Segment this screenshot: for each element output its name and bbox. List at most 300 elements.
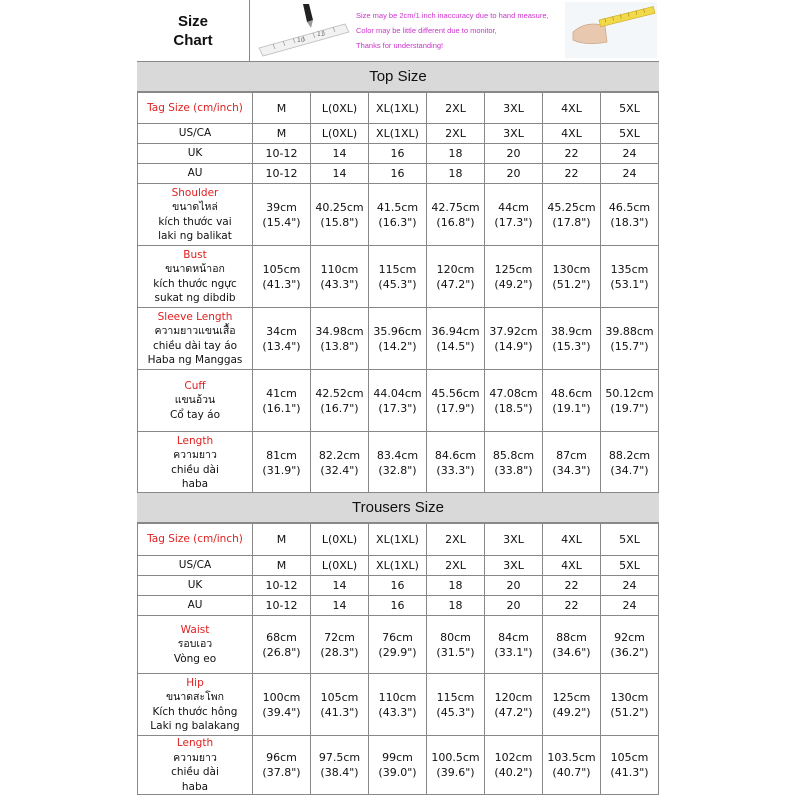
measurement-inch: (34.6") xyxy=(552,645,591,659)
measurement-inch: (32.4") xyxy=(320,463,359,477)
measurement-cell xyxy=(543,308,601,370)
measurement-row xyxy=(138,616,659,674)
measurement-cell xyxy=(543,184,601,246)
measurement-inch: (43.3") xyxy=(378,705,417,719)
top-size-table xyxy=(137,92,659,494)
measurement-cm: 125cm xyxy=(552,690,591,704)
measurement-cm: 42.52cm xyxy=(315,386,364,400)
measurement-name: Shoulder xyxy=(171,186,219,199)
trousers-size-table xyxy=(137,523,659,795)
measurement-inch: (34.7") xyxy=(610,463,649,477)
measurement-cell xyxy=(543,736,601,795)
size-header-cell: 2XL xyxy=(427,93,485,124)
top-size-heading: Top Size xyxy=(137,61,659,92)
size-value-cell: M xyxy=(253,556,311,576)
measurement-inch: (19.7") xyxy=(610,401,649,415)
measurement-name: Cuff xyxy=(184,379,206,392)
measurement-notes xyxy=(356,8,566,53)
measurement-inch: (31.5") xyxy=(436,645,475,659)
measurement-name: Bust xyxy=(183,248,207,261)
size-value-cell: 4XL xyxy=(543,556,601,576)
measurement-cm: 103.5cm xyxy=(547,751,596,764)
measurement-inch: (13.4") xyxy=(262,339,301,353)
measurement-cm: 82.2cm xyxy=(318,448,361,462)
measurement-cell xyxy=(601,308,659,370)
measurement-cell xyxy=(601,246,659,308)
measurement-cell xyxy=(485,432,543,494)
size-header-cell: L(0XL) xyxy=(311,524,369,556)
measurement-cm: 42.75cm xyxy=(431,200,480,214)
size-value-cell: XL(1XL) xyxy=(369,556,427,576)
measurement-translation: laki ng balikat xyxy=(158,230,232,242)
size-value-cell: 16 xyxy=(369,596,427,616)
size-system-row xyxy=(138,164,659,184)
measurement-cell xyxy=(485,616,543,674)
measurement-cell xyxy=(253,616,311,674)
measurement-cm: 88cm xyxy=(556,630,587,644)
measurement-translation: haba xyxy=(181,780,209,793)
size-value-cell: 10-12 xyxy=(253,144,311,164)
measurement-cm: 34cm xyxy=(266,324,297,338)
size-value-cell: M xyxy=(253,124,311,144)
measurement-inch: (40.2") xyxy=(494,766,533,779)
measurement-translation: chiều dài xyxy=(171,766,219,778)
measurement-cm: 84cm xyxy=(498,630,529,644)
measurement-cm: 130cm xyxy=(610,690,649,704)
size-value-cell: 16 xyxy=(369,144,427,164)
measurement-cm: 44.04cm xyxy=(373,386,422,400)
measurement-inch: (18.5") xyxy=(494,401,533,415)
measurement-inch: (53.1") xyxy=(610,277,649,291)
size-value-cell: 14 xyxy=(311,596,369,616)
size-value-cell: L(0XL) xyxy=(311,124,369,144)
measurement-cm: 85.8cm xyxy=(492,448,535,462)
measurement-cell xyxy=(427,184,485,246)
measurement-inch: (49.2") xyxy=(552,705,591,719)
size-value-cell: 14 xyxy=(311,164,369,184)
measurement-label xyxy=(138,736,253,795)
size-value-cell: L(0XL) xyxy=(311,556,369,576)
size-value-cell: 10-12 xyxy=(253,596,311,616)
measurement-row xyxy=(138,432,659,494)
size-header-cell: 2XL xyxy=(427,524,485,556)
measurement-inch: (17.8") xyxy=(552,215,591,229)
measurement-inch: (28.3") xyxy=(320,645,359,659)
note-line-1: Size may be 2cm/1 inch inaccuracy due to hand measure, xyxy=(356,11,549,20)
size-header-cell: 5XL xyxy=(601,524,659,556)
measurement-cm: 35.96cm xyxy=(373,324,422,338)
trousers-size-section xyxy=(137,492,659,795)
note-line-3: Thanks for understanding! xyxy=(356,41,444,50)
measurement-inch: (16.7") xyxy=(320,401,359,415)
size-system-row xyxy=(138,144,659,164)
size-header-cell: 3XL xyxy=(485,524,543,556)
size-value-cell: 20 xyxy=(485,576,543,596)
size-value-cell: 18 xyxy=(427,576,485,596)
size-header-cell: XL(1XL) xyxy=(369,93,427,124)
measurement-inch: (16.1") xyxy=(262,401,301,415)
measurement-cell xyxy=(601,616,659,674)
measurement-cell xyxy=(369,432,427,494)
measurement-inch: (16.3") xyxy=(378,215,417,229)
measurement-inch: (26.8") xyxy=(262,645,301,659)
size-value-cell: 22 xyxy=(543,164,601,184)
size-value-cell: 16 xyxy=(369,164,427,184)
measurement-inch: (31.9") xyxy=(262,463,301,477)
measurement-cm: 102cm xyxy=(494,751,533,764)
measurement-cm: 105cm xyxy=(610,751,649,764)
size-system-label: AU xyxy=(138,596,253,616)
size-value-cell: 18 xyxy=(427,164,485,184)
size-value-cell: 24 xyxy=(601,596,659,616)
size-value-cell: 5XL xyxy=(601,124,659,144)
trousers-size-heading: Trousers Size xyxy=(137,492,659,523)
measurement-translation: haba xyxy=(181,478,209,490)
size-chart xyxy=(137,0,659,800)
measurement-inch: (45.3") xyxy=(436,705,475,719)
measurement-cm: 45.25cm xyxy=(547,200,596,214)
measurement-inch: (33.8") xyxy=(494,463,533,477)
measurement-cm: 135cm xyxy=(610,262,649,276)
measurement-cm: 46.5cm xyxy=(608,200,651,214)
measurement-cm: 39.88cm xyxy=(605,324,654,338)
size-value-cell: 22 xyxy=(543,596,601,616)
measurement-cm: 100.5cm xyxy=(431,751,480,764)
measurement-cm: 45.56cm xyxy=(431,386,480,400)
measurement-cell xyxy=(369,184,427,246)
measurement-cell xyxy=(253,184,311,246)
size-system-row xyxy=(138,556,659,576)
measurement-name: Hip xyxy=(186,676,204,689)
measurement-cell xyxy=(543,616,601,674)
measurement-cell xyxy=(543,370,601,432)
measurement-cell xyxy=(369,308,427,370)
measurement-cell xyxy=(543,674,601,736)
chart-header xyxy=(137,0,659,62)
measurement-row xyxy=(138,736,659,795)
measurement-cell xyxy=(427,736,485,795)
size-value-cell: 20 xyxy=(485,144,543,164)
measurement-cell xyxy=(253,432,311,494)
measurement-inch: (33.1") xyxy=(494,645,533,659)
note-line-2: Color may be little different due to monitor, xyxy=(356,26,497,35)
measurement-inch: (33.3") xyxy=(436,463,475,477)
measurement-cm: 88.2cm xyxy=(608,448,651,462)
measurement-inch: (38.4") xyxy=(320,766,359,779)
measurement-cell xyxy=(253,674,311,736)
measurement-inch: (36.2") xyxy=(610,645,649,659)
measurement-cm: 105cm xyxy=(262,262,301,276)
measurement-name: Length xyxy=(176,434,214,447)
measurement-cell xyxy=(369,370,427,432)
size-value-cell: 16 xyxy=(369,576,427,596)
size-value-cell: 20 xyxy=(485,596,543,616)
measurement-cell xyxy=(253,736,311,795)
measurement-cell xyxy=(369,736,427,795)
measurement-cm: 110cm xyxy=(378,690,417,704)
measurement-inch: (34.3") xyxy=(552,463,591,477)
measurement-translation: ความยาว xyxy=(173,449,217,461)
chart-title xyxy=(137,0,250,61)
measurement-cell xyxy=(427,616,485,674)
measurement-cm: 87cm xyxy=(556,448,587,462)
measurement-cm: 83.4cm xyxy=(376,448,419,462)
measurement-cm: 48.6cm xyxy=(550,386,593,400)
measurement-cell xyxy=(369,246,427,308)
measurement-cm: 115cm xyxy=(436,690,475,704)
measurement-cm: 100cm xyxy=(262,690,301,704)
size-value-cell: XL(1XL) xyxy=(369,124,427,144)
size-value-cell: 24 xyxy=(601,164,659,184)
measurement-cm: 105cm xyxy=(320,690,359,704)
size-system-label: US/CA xyxy=(138,124,253,144)
measurement-cell xyxy=(485,370,543,432)
measurement-cm: 34.98cm xyxy=(315,324,364,338)
measurement-label xyxy=(138,616,253,674)
measurement-name: Sleeve Length xyxy=(157,310,233,323)
size-value-cell: 10-12 xyxy=(253,576,311,596)
size-header-cell: XL(1XL) xyxy=(369,524,427,556)
measurement-cell xyxy=(601,674,659,736)
measurement-cell xyxy=(311,432,369,494)
measurement-cm: 36.94cm xyxy=(431,324,480,338)
measurement-translation: sukat ng dibdib xyxy=(154,292,236,304)
tag-size-label: Tag Size (cm/inch) xyxy=(138,93,253,124)
measurement-inch: (16.8") xyxy=(436,215,475,229)
size-system-label: UK xyxy=(138,144,253,164)
measurement-cell xyxy=(253,308,311,370)
measurement-translation: Cổ tay áo xyxy=(169,408,221,421)
measurement-translation: ขนาดหน้าอก xyxy=(165,263,225,275)
size-system-row xyxy=(138,124,659,144)
measurement-translation: รอบเอว xyxy=(177,638,213,651)
measurement-cell xyxy=(311,184,369,246)
measurement-label xyxy=(138,184,253,246)
measurement-cm: 41cm xyxy=(266,386,297,400)
title-line-2: Chart xyxy=(173,31,213,49)
measurement-inch: (14.9") xyxy=(494,339,533,353)
measurement-inch: (15.7") xyxy=(610,339,649,353)
size-header-cell: 3XL xyxy=(485,93,543,124)
measurement-inch: (14.2") xyxy=(378,339,417,353)
measuring-ruler-icon xyxy=(253,2,351,58)
measurement-cm: 125cm xyxy=(494,262,533,276)
size-system-row xyxy=(138,596,659,616)
measurement-cell xyxy=(427,432,485,494)
ruler-mark-11: 11 xyxy=(317,31,325,38)
measurement-cell xyxy=(369,616,427,674)
measurement-cell xyxy=(427,674,485,736)
measurement-cell xyxy=(311,370,369,432)
measurement-name: Length xyxy=(176,737,214,749)
measurement-cm: 76cm xyxy=(382,630,413,644)
size-value-cell: 3XL xyxy=(485,124,543,144)
measurement-inch: (29.9") xyxy=(378,645,417,659)
measurement-inch: (51.2") xyxy=(610,705,649,719)
measurement-cell xyxy=(253,246,311,308)
measurement-inch: (17.3") xyxy=(494,215,533,229)
measurement-cell xyxy=(427,370,485,432)
measurement-cm: 50.12cm xyxy=(605,386,654,400)
measurement-cm: 110cm xyxy=(320,262,359,276)
size-header-cell: 5XL xyxy=(601,93,659,124)
size-value-cell: 24 xyxy=(601,576,659,596)
measurement-inch: (41.3") xyxy=(320,705,359,719)
size-header-cell: L(0XL) xyxy=(311,93,369,124)
measurement-cm: 37.92cm xyxy=(489,324,538,338)
measurement-translation: Laki ng balakang xyxy=(150,720,240,732)
measurement-inch: (41.3") xyxy=(610,766,649,779)
size-header-cell: 4XL xyxy=(543,93,601,124)
measurement-cm: 47.08cm xyxy=(489,386,538,400)
measurement-cm: 120cm xyxy=(494,690,533,704)
size-header-cell: M xyxy=(253,93,311,124)
measurement-inch: (32.8") xyxy=(378,463,417,477)
measurement-row xyxy=(138,246,659,308)
measurement-label xyxy=(138,246,253,308)
size-value-cell: 3XL xyxy=(485,556,543,576)
measurement-cell xyxy=(427,308,485,370)
measurement-translation: ขนาดสะโพก xyxy=(165,691,225,703)
measurement-inch: (39.4") xyxy=(262,705,301,719)
measurement-inch: (15.4") xyxy=(262,215,301,229)
measurement-cm: 130cm xyxy=(552,262,591,276)
size-value-cell: 18 xyxy=(427,596,485,616)
measurement-translation: kích thước ngực xyxy=(153,277,237,290)
measurement-cell xyxy=(485,184,543,246)
size-system-label: UK xyxy=(138,576,253,596)
measurement-cell xyxy=(601,370,659,432)
measurement-cm: 120cm xyxy=(436,262,475,276)
measurement-cm: 39cm xyxy=(266,200,297,214)
measurement-inch: (41.3") xyxy=(262,277,301,291)
top-size-section xyxy=(137,61,659,494)
measurement-translation: kích thước vai xyxy=(158,215,232,228)
size-value-cell: 20 xyxy=(485,164,543,184)
size-system-label: AU xyxy=(138,164,253,184)
tag-size-row xyxy=(138,93,659,124)
measuring-tape-hand-icon xyxy=(565,2,657,58)
size-value-cell: 14 xyxy=(311,576,369,596)
measurement-inch: (40.7") xyxy=(552,766,591,779)
measurement-inch: (45.3") xyxy=(378,277,417,291)
measurement-inch: (17.9") xyxy=(436,401,475,415)
measurement-translation: ความยาวแขนเสื้อ xyxy=(154,325,236,337)
size-value-cell: 24 xyxy=(601,144,659,164)
measurement-inch: (39.0") xyxy=(378,766,417,779)
measurement-cell xyxy=(485,736,543,795)
measurement-cell xyxy=(311,246,369,308)
measurement-inch: (51.2") xyxy=(552,277,591,291)
measurement-name: Waist xyxy=(180,623,210,636)
measurement-cm: 115cm xyxy=(378,262,417,276)
measurement-cell xyxy=(485,246,543,308)
measurement-row xyxy=(138,184,659,246)
measurement-inch: (13.8") xyxy=(320,339,359,353)
measurement-cell xyxy=(311,308,369,370)
measurement-cm: 38.9cm xyxy=(550,324,593,338)
size-value-cell: 18 xyxy=(427,144,485,164)
measurement-translation: chiều dài tay áo xyxy=(152,339,238,352)
size-header-cell: M xyxy=(253,524,311,556)
measurement-row xyxy=(138,674,659,736)
measurement-inch: (19.1") xyxy=(552,401,591,415)
measurement-inch: (47.2") xyxy=(494,705,533,719)
measurement-cm: 80cm xyxy=(440,630,471,644)
size-value-cell: 4XL xyxy=(543,124,601,144)
measurement-translation: ความยาว xyxy=(173,751,217,764)
size-value-cell: 14 xyxy=(311,144,369,164)
measurement-cm: 41.5cm xyxy=(376,200,419,214)
measurement-label xyxy=(138,370,253,432)
measurement-inch: (39.6") xyxy=(436,766,475,779)
measurement-cell xyxy=(543,246,601,308)
measurement-cell xyxy=(601,736,659,795)
measurement-row xyxy=(138,370,659,432)
measurement-cell xyxy=(369,674,427,736)
measurement-translation: Kích thước hông xyxy=(152,705,238,718)
measurement-cell xyxy=(311,674,369,736)
measurement-cell xyxy=(485,674,543,736)
measurement-translation: แขนอ้วน xyxy=(174,394,216,407)
measurement-cell xyxy=(311,736,369,795)
measurement-translation: Vòng eo xyxy=(173,652,217,665)
size-value-cell: 10-12 xyxy=(253,164,311,184)
measurement-cm: 68cm xyxy=(266,630,297,644)
size-system-row xyxy=(138,576,659,596)
tag-size-row xyxy=(138,524,659,556)
measurement-inch: (15.3") xyxy=(552,339,591,353)
measurement-translation: chiều dài xyxy=(171,463,219,476)
size-header-cell: 4XL xyxy=(543,524,601,556)
measurement-cm: 81cm xyxy=(266,448,297,462)
measurement-cell xyxy=(601,432,659,494)
measurement-label xyxy=(138,432,253,494)
size-value-cell: 22 xyxy=(543,576,601,596)
measurement-inch: (43.3") xyxy=(320,277,359,291)
measurement-cm: 97.5cm xyxy=(318,751,361,764)
measurement-cell xyxy=(543,432,601,494)
measurement-cell xyxy=(485,308,543,370)
ruler-mark-10: 10 xyxy=(297,37,305,44)
measurement-label xyxy=(138,674,253,736)
measurement-cm: 99cm xyxy=(382,751,413,764)
measurement-cm: 72cm xyxy=(324,630,355,644)
measurement-label xyxy=(138,308,253,370)
size-value-cell: 5XL xyxy=(601,556,659,576)
measurement-cm: 40.25cm xyxy=(315,200,364,214)
measurement-cm: 44cm xyxy=(498,200,529,214)
tag-size-label: Tag Size (cm/inch) xyxy=(138,524,253,556)
measurement-cell xyxy=(427,246,485,308)
title-line-1: Size xyxy=(177,12,208,30)
size-value-cell: 2XL xyxy=(427,556,485,576)
measurement-cm: 84.6cm xyxy=(434,448,477,462)
measurement-cm: 92cm xyxy=(614,630,645,644)
measurement-inch: (47.2") xyxy=(436,277,475,291)
measurement-inch: (15.8") xyxy=(320,215,359,229)
measurement-inch: (14.5") xyxy=(436,339,475,353)
measurement-translation: ขนาดไหล่ xyxy=(172,201,218,213)
measurement-inch: (37.8") xyxy=(262,766,301,779)
measurement-translation: Haba ng Manggas xyxy=(147,354,243,366)
size-value-cell: 22 xyxy=(543,144,601,164)
measurement-inch: (18.3") xyxy=(610,215,649,229)
measurement-cm: 96cm xyxy=(266,751,297,764)
measurement-cell xyxy=(311,616,369,674)
size-system-label: US/CA xyxy=(138,556,253,576)
measurement-row xyxy=(138,308,659,370)
